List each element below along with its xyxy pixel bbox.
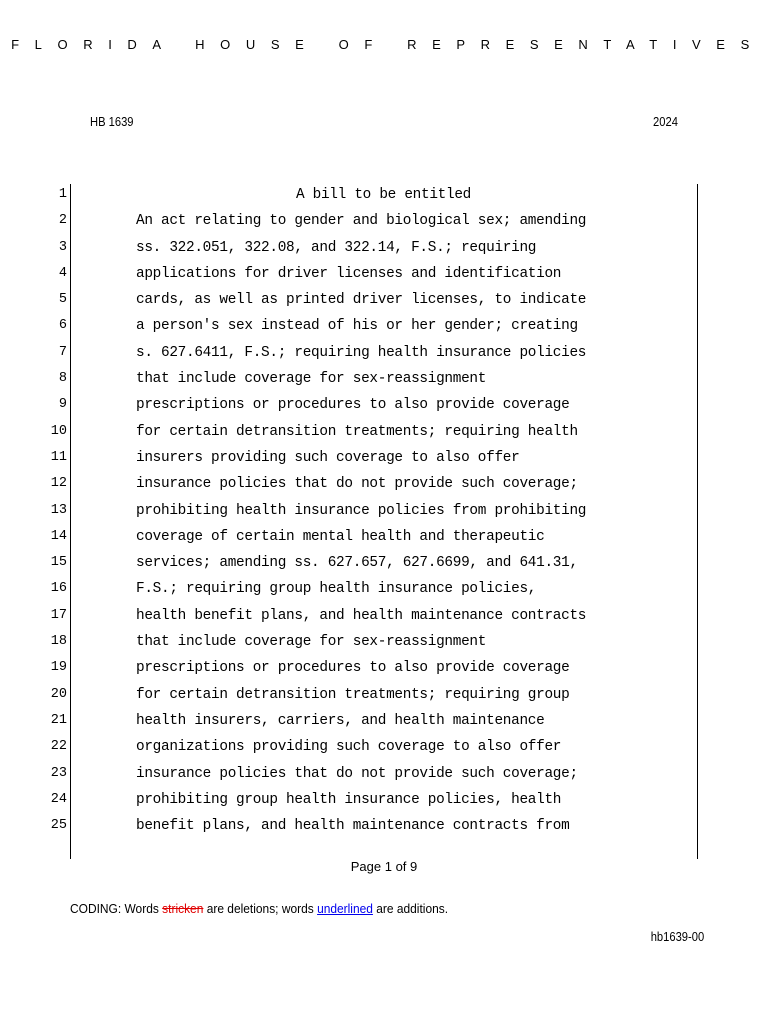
line-text: health benefit plans, and health maintenance contracts xyxy=(136,607,587,624)
line-number: 24 xyxy=(50,791,67,807)
bill-line xyxy=(0,500,768,526)
line-number: 13 xyxy=(50,502,67,518)
bill-line xyxy=(0,763,768,789)
bill-line xyxy=(0,578,768,604)
line-number: 19 xyxy=(50,660,67,676)
line-text: organizations providing such coverage to also offer xyxy=(136,739,562,756)
bill-text-body xyxy=(0,184,768,841)
coding-middle: are deletions; words xyxy=(203,901,318,916)
bill-line xyxy=(0,736,768,762)
line-number: 17 xyxy=(50,607,67,623)
line-number: 5 xyxy=(58,292,67,308)
line-number: 3 xyxy=(58,239,67,255)
line-number: 6 xyxy=(58,318,67,334)
line-number: 18 xyxy=(50,634,67,650)
line-text: An act relating to gender and biological sex; amending xyxy=(136,213,587,230)
line-text: benefit plans, and health maintenance contracts from xyxy=(136,818,570,835)
bill-line xyxy=(0,210,768,236)
line-text: insurers providing such coverage to also offer xyxy=(136,449,520,466)
bill-number: HB 1639 xyxy=(90,114,134,129)
line-number: 2 xyxy=(58,213,67,229)
bill-line xyxy=(0,394,768,420)
coding-prefix: CODING: Words xyxy=(70,901,163,916)
coding-legend xyxy=(70,901,448,916)
bill-line xyxy=(0,184,768,210)
line-text: a person's sex instead of his or her gender; creating xyxy=(136,318,578,335)
bill-line xyxy=(0,526,768,552)
line-number: 7 xyxy=(58,344,67,360)
line-number: 15 xyxy=(50,555,67,571)
bill-line xyxy=(0,657,768,683)
line-text: ss. 322.051, 322.08, and 322.14, F.S.; requiring xyxy=(136,239,537,256)
line-number: 8 xyxy=(58,371,67,387)
line-text: prescriptions or procedures to also provide coverage xyxy=(136,660,570,677)
line-text: that include coverage for sex-reassignment xyxy=(136,634,487,651)
line-text: health insurers, carriers, and health maintenance xyxy=(136,712,545,729)
bill-line xyxy=(0,368,768,394)
line-text: prescriptions or procedures to also provide coverage xyxy=(136,397,570,414)
bill-line xyxy=(0,684,768,710)
bill-line xyxy=(0,552,768,578)
bill-line xyxy=(0,289,768,315)
bill-line xyxy=(0,789,768,815)
bill-line xyxy=(0,815,768,841)
line-number: 22 xyxy=(50,739,67,755)
bill-line xyxy=(0,315,768,341)
line-text: for certain detransition treatments; requiring group xyxy=(136,686,570,703)
line-text: s. 627.6411, F.S.; requiring health insurance policies xyxy=(136,344,587,361)
line-text: applications for driver licenses and identification xyxy=(136,265,562,282)
line-text: coverage of certain mental health and therapeutic xyxy=(136,528,545,545)
line-text: insurance policies that do not provide such coverage; xyxy=(136,476,578,493)
line-number: 20 xyxy=(50,686,67,702)
line-text: insurance policies that do not provide such coverage; xyxy=(136,765,578,782)
line-number: 10 xyxy=(50,423,67,439)
line-text: for certain detransition treatments; requiring health xyxy=(136,423,578,440)
bill-line xyxy=(0,237,768,263)
line-number: 12 xyxy=(50,476,67,492)
bill-line xyxy=(0,473,768,499)
line-text: prohibiting group health insurance policies, health xyxy=(136,791,562,808)
line-number: 21 xyxy=(50,712,67,728)
underlined-example: underlined xyxy=(317,901,373,916)
bill-line xyxy=(0,605,768,631)
line-text: services; amending ss. 627.657, 627.6699, and 641.31, xyxy=(136,555,578,572)
bill-line xyxy=(0,263,768,289)
bill-year: 2024 xyxy=(653,114,678,129)
bill-line xyxy=(0,342,768,368)
line-number: 25 xyxy=(50,818,67,834)
line-number: 16 xyxy=(50,581,67,597)
line-text: cards, as well as printed driver licenses, to indicate xyxy=(136,292,587,309)
page-indicator: Page 1 of 9 xyxy=(350,859,418,874)
line-number: 14 xyxy=(50,528,67,544)
line-number: 1 xyxy=(58,187,67,202)
line-number: 11 xyxy=(50,449,67,465)
bill-line xyxy=(0,421,768,447)
bill-line xyxy=(0,631,768,657)
bill-line xyxy=(0,710,768,736)
line-number: 23 xyxy=(50,765,67,781)
line-text: F.S.; requiring group health insurance policies, xyxy=(136,581,537,598)
coding-suffix: are additions. xyxy=(372,901,449,916)
document-code: hb1639-00 xyxy=(650,929,704,944)
line-number: 4 xyxy=(58,265,67,281)
chamber-title: FLORIDA HOUSE OF REPRESENTATIVES xyxy=(11,37,765,52)
line-text: prohibiting health insurance policies from prohibiting xyxy=(136,502,587,519)
line-text: that include coverage for sex-reassignment xyxy=(136,371,487,388)
line-number: 9 xyxy=(58,397,67,413)
line-text: A bill to be entitled xyxy=(295,187,472,203)
stricken-example: stricken xyxy=(162,901,204,916)
bill-line xyxy=(0,447,768,473)
